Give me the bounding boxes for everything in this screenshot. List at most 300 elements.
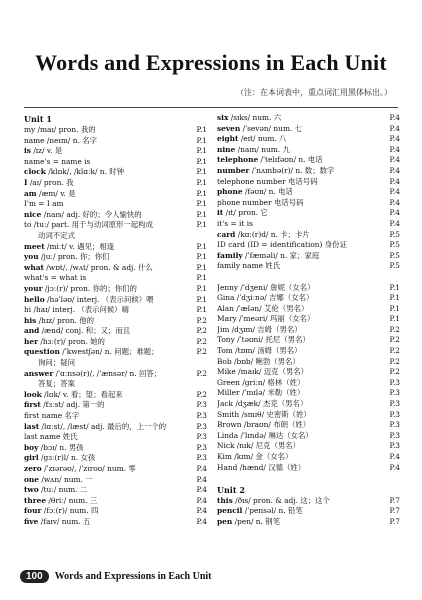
page-reference: P.4: [389, 452, 400, 461]
definition: /gɜː(r)l/ n. 女孩: [38, 453, 96, 463]
definition: /ɪt/ pron. 它: [223, 208, 268, 218]
page-reference: P.4: [389, 134, 400, 144]
headword: three: [24, 495, 47, 505]
entry-text: [24, 485, 185, 496]
page-reference: P.4: [389, 123, 400, 133]
note: （注：在本词表中，重点词汇用黑体标出。）: [236, 88, 392, 97]
page-reference: P.1: [196, 262, 207, 272]
entry-text: [217, 420, 378, 431]
definition: /hɜː(r)/ pron. 她的: [37, 336, 105, 346]
spacer: [217, 272, 400, 283]
vocab-entry: [24, 485, 207, 496]
vocab-entry: [217, 367, 400, 378]
page-reference: P.1: [196, 167, 207, 177]
definition: /neɪm/ n. 名字: [44, 135, 97, 145]
entry-text: [217, 357, 378, 368]
definition: /tuː/ part. 用于与动词原形一起构成: [31, 220, 153, 230]
page-reference: P.2: [389, 356, 400, 366]
definition: /hɪz/ pron. 他的: [36, 315, 94, 325]
entry-continuation: [24, 358, 207, 369]
definition: /kɑː(r)d/ n. 卡；卡片: [235, 229, 310, 239]
vocab-entry: [24, 178, 207, 189]
definition: /naɪn/ num. 九: [235, 144, 290, 154]
page-reference: P.3: [196, 421, 207, 431]
headword: pen: [217, 516, 233, 526]
page-title: Words and Expressions in Each Unit: [35, 50, 387, 75]
page-reference: P.7: [389, 516, 400, 526]
definition: /jɔː(r)/ pron. 你的；你们的: [42, 283, 137, 293]
definition: /faɪv/ num. 五: [38, 516, 91, 526]
vocab-entry: [217, 399, 400, 410]
page-reference: P.5: [389, 250, 400, 260]
vocab-entry: [24, 496, 207, 507]
entry-text: [217, 325, 378, 336]
page-reference: P.3: [196, 432, 207, 442]
left-column: [24, 113, 207, 528]
headword: one: [24, 474, 40, 484]
entry-text: [217, 166, 378, 177]
page-reference: P.4: [196, 464, 207, 473]
definition: Green /griːn/ 格林（姓）: [217, 377, 305, 387]
entry-text: [217, 399, 378, 410]
page-reference: P.3: [196, 400, 207, 410]
vocab-entry: [217, 251, 400, 262]
headword: number: [217, 165, 250, 175]
headword: last: [24, 421, 40, 431]
definition: /ænd/ conj. 和；又；而且: [39, 326, 131, 336]
vocab-entry: [24, 400, 207, 411]
page-reference: P.1: [196, 177, 207, 187]
entry-text: [24, 199, 185, 210]
page-reference: P.1: [196, 252, 207, 262]
entry-text: [24, 146, 185, 157]
definition: Smith /smɪθ/ 史密斯（姓）: [217, 409, 311, 419]
definition: Jenny /ˈdʒeni/ 詹妮（女名）: [217, 282, 315, 292]
vocab-entry: [217, 420, 400, 431]
page-reference: P.2: [389, 367, 400, 377]
page-reference: P.3: [389, 420, 400, 430]
vocab-entry: [24, 305, 207, 316]
entry-text: 答复；答案: [38, 379, 75, 389]
headword: you: [24, 252, 39, 262]
definition: /wʌn/ num. 一: [39, 474, 93, 484]
entry-text: [217, 367, 378, 378]
definition: /ðɪs/ pron. & adj. 这；这个: [232, 495, 330, 505]
entry-text: [217, 410, 378, 421]
vocab-entry: [24, 337, 207, 348]
entry-text: [24, 263, 185, 274]
definition: /lʊk/ v. 看；望；看起来: [41, 389, 123, 399]
page-reference: P.4: [389, 197, 400, 207]
definition: last name 姓氏: [24, 432, 78, 442]
vocab-entry: [24, 199, 207, 210]
entry-text: [217, 251, 378, 262]
entry-text: [24, 453, 185, 464]
page-reference: P.2: [196, 336, 207, 346]
vocab-entry: [217, 240, 400, 251]
definition: /eɪt/ num. 八: [238, 134, 287, 144]
headword: eight: [217, 134, 239, 144]
vocab-entry: [24, 125, 207, 136]
vocab-entry: [217, 314, 400, 325]
definition: Gina /ˈdʒiːnə/ 吉娜（女名）: [217, 293, 314, 303]
page-reference: P.1: [196, 241, 207, 251]
definition: /ˈnʌmbə(r)/ n. 数；数字: [249, 165, 335, 175]
entry-text: [24, 157, 185, 168]
headword: girl: [24, 453, 39, 463]
page-reference: P.4: [389, 176, 400, 186]
vocab-entry: [217, 134, 400, 145]
page-reference: P.7: [389, 506, 400, 516]
vocab-entry: [24, 284, 207, 295]
vocab-entry: [217, 219, 400, 230]
definition: phone number 电话号码: [217, 197, 304, 207]
definition: Mike /maɪk/ 迈克（男名）: [217, 367, 309, 377]
definition: /ɪz/ v. 是: [30, 146, 63, 156]
vocab-entry: [24, 136, 207, 147]
definition: Jack /dʒæk/ 杰克（男名）: [217, 399, 308, 409]
definition: Tony /ˈtəʊni/ 托尼（男名）: [217, 335, 310, 345]
vocab-entry: [24, 422, 207, 433]
page-reference: P.3: [389, 388, 400, 398]
entry-text: [24, 252, 185, 263]
vocab-entry: [217, 378, 400, 389]
definition: Kim /kɪm/ 金（女名）: [217, 452, 293, 461]
entry-text: [24, 475, 185, 486]
entry-text: [217, 198, 378, 209]
entry-text: [24, 295, 185, 306]
definition: I'm = I am: [24, 199, 64, 209]
page-reference: P.2: [389, 335, 400, 345]
vocab-entry: [217, 283, 400, 294]
vocab-entry: [24, 464, 207, 475]
definition: Nick /nɪk/ 尼克（男名）: [217, 441, 301, 451]
vocab-entry: [217, 177, 400, 188]
page-reference: P.1: [196, 294, 207, 304]
definition: /ˈzɪərəʊ/, /ˈzɪroʊ/ num. 零: [41, 464, 136, 473]
page-reference: P.5: [389, 240, 400, 250]
headword: seven: [217, 123, 241, 133]
vocab-entry: [24, 220, 207, 231]
headword: your: [24, 283, 43, 293]
vocab-entry: [24, 242, 207, 253]
headword: six: [217, 113, 229, 122]
definition: /ˈkwestʃən/ n. 问题；难题；: [59, 347, 159, 357]
page-reference: P.3: [196, 442, 207, 452]
definition: /maɪ/ pron. 我的: [35, 125, 96, 134]
entry-text: [217, 134, 378, 145]
headword: to: [24, 220, 32, 230]
vocab-entry: [24, 210, 207, 221]
unit-heading: Unit 2: [217, 484, 245, 495]
entry-text: [24, 167, 185, 178]
page-reference: P.4: [196, 516, 207, 526]
entry-text: [24, 432, 185, 443]
page-reference: P.1: [196, 146, 207, 156]
vocab-entry: [217, 357, 400, 368]
unit-heading: Unit 1: [24, 114, 52, 124]
vocab-entry: [24, 326, 207, 337]
definition: /klɒk/, /klɑːk/ n. 时钟: [45, 167, 125, 177]
entry-text: [217, 208, 378, 219]
headword: nine: [217, 144, 236, 154]
headword: my: [24, 125, 36, 134]
entry-text: [24, 443, 185, 454]
entry-text: [217, 219, 378, 230]
headword: hi: [24, 305, 32, 315]
page-reference: P.4: [389, 155, 400, 165]
vocab-entry: [217, 506, 400, 517]
vocab-entry: [217, 496, 400, 507]
definition: Mary /ˈmeəri/ 玛丽（女名）: [217, 314, 315, 324]
definition: Alan /ˈælən/ 艾伦（男名）: [217, 303, 309, 313]
entry-text: [217, 314, 378, 325]
entry-text: [217, 145, 378, 156]
vocab-entry: [24, 316, 207, 327]
page-reference: P.1: [196, 220, 207, 230]
definition: /naɪs/ adj. 好的；令人愉快的: [41, 209, 142, 219]
page-reference: P.1: [196, 125, 207, 134]
entry-text: [217, 230, 378, 241]
definition: first name 名字: [24, 411, 80, 421]
page-reference: P.1: [389, 293, 400, 303]
vocab-entry: [24, 273, 207, 284]
vocab-entry: [217, 346, 400, 357]
headword: two: [24, 485, 39, 495]
divider: [24, 107, 398, 108]
entry-text: [217, 283, 378, 294]
page-reference: P.2: [389, 346, 400, 356]
entry-text: [24, 369, 185, 380]
definition: /pen/ n. 钢笔: [232, 516, 281, 526]
right-column: [217, 113, 400, 528]
entry-text: [24, 305, 185, 316]
entry-text: [217, 177, 378, 188]
page-reference: P.4: [389, 462, 400, 472]
entry-text: [217, 517, 378, 528]
page-reference: P.2: [389, 324, 400, 334]
headword: pencil: [217, 506, 243, 516]
vocab-entry: [24, 167, 207, 178]
page-reference: P.5: [389, 229, 400, 239]
vocab-entry: [217, 304, 400, 315]
page-reference: P.5: [389, 261, 400, 271]
page-reference: P.2: [196, 315, 207, 325]
headword: family: [217, 250, 243, 260]
headword: four: [24, 506, 42, 516]
vocab-entry: [24, 252, 207, 263]
headword: telephone: [217, 155, 259, 165]
entry-text: [217, 187, 378, 198]
page-reference: P.1: [196, 188, 207, 198]
entry-text: [24, 496, 185, 507]
definition: /ˈɑːnsə(r)/, /ˈænsər/ n. 回答；: [53, 368, 162, 378]
definition: /aɪ/ pron. 我: [27, 177, 74, 187]
headword: hello: [24, 294, 45, 304]
vocab-entry: [217, 166, 400, 177]
page-reference: P.3: [196, 411, 207, 421]
definition: /wɒt/, /wʌt/ pron. & adj. 什么: [43, 262, 153, 272]
page-reference: P.3: [389, 409, 400, 419]
entry-text: [24, 400, 185, 411]
definition: what's = what is: [24, 273, 87, 283]
headword: this: [217, 495, 233, 505]
page-reference: P.3: [389, 377, 400, 387]
definition: Brown /braʊn/ 布朗（姓）: [217, 420, 311, 430]
vocab-entry: [24, 517, 207, 528]
vocab-entry: [217, 410, 400, 421]
vocab-entry: [217, 230, 400, 241]
vocab-entry: [24, 263, 207, 274]
vocab-entry: [217, 335, 400, 346]
page-reference: P.2: [196, 347, 207, 357]
entry-text: [24, 220, 185, 231]
page-reference: P.1: [389, 314, 400, 324]
entry-text: [24, 337, 185, 348]
definition: /fɜːst/ adj. 第一的: [40, 400, 105, 410]
definition: /miːt/ v. 遇见；相逢: [44, 241, 115, 251]
headword: meet: [24, 241, 45, 251]
entry-text: [24, 390, 185, 401]
vocab-entry: [217, 517, 400, 528]
headword: first: [24, 400, 41, 410]
vocab-entry: [217, 261, 400, 272]
page-reference: P.4: [389, 165, 400, 175]
page-reference: P.4: [389, 218, 400, 228]
entry-text: [217, 261, 378, 272]
page-reference: P.4: [389, 113, 400, 122]
definition: /ˈfæməli/ n. 家；家庭: [242, 250, 320, 260]
entry-text: [24, 242, 185, 253]
page-reference: P.4: [196, 474, 207, 484]
definition: family name 姓氏: [217, 261, 281, 271]
page-reference: P.1: [196, 209, 207, 219]
vocab-entry: [217, 208, 400, 219]
entry-text: [24, 506, 185, 517]
entry-text: [24, 347, 185, 358]
definition: /haɪ/ interj. （表示问候）嗨: [31, 305, 130, 315]
definition: Miller /ˈmɪlə/ 米勒（姓）: [217, 388, 305, 398]
vocab-entry: [24, 157, 207, 168]
entry-text: [217, 452, 378, 463]
entry-text: [217, 431, 378, 442]
vocab-entry: [24, 411, 207, 422]
headword: his: [24, 315, 37, 325]
definition: Linda /ˈlɪndə/ 琳达（女名）: [217, 430, 313, 440]
vocab-entry: [217, 198, 400, 209]
page-reference: P.4: [389, 208, 400, 218]
definition: /tuː/ num. 二: [38, 485, 88, 495]
entry-text: [217, 155, 378, 166]
page-reference: P.3: [389, 430, 400, 440]
headword: phone: [217, 187, 243, 197]
entry-text: [24, 284, 185, 295]
vocab-entry: [217, 155, 400, 166]
vocab-entry: [217, 441, 400, 452]
entry-text: [217, 496, 378, 507]
vocab-entry: [24, 369, 207, 380]
entry-text: [217, 506, 378, 517]
entry-text: [217, 388, 378, 399]
page-reference: P.3: [389, 399, 400, 409]
entry-text: [24, 210, 185, 221]
entry-text: [24, 273, 185, 284]
definition: Hand /hænd/ 汉德（姓）: [217, 462, 306, 472]
page-footer: [20, 570, 212, 583]
vocab-entry: [217, 124, 400, 135]
vocab-entry: [217, 145, 400, 156]
vocab-entry: [217, 452, 400, 463]
vocab-entry: [217, 187, 400, 198]
entry-continuation: [24, 379, 207, 390]
headword: zero: [24, 464, 42, 473]
definition: Bob /bɒb/ 鲍勃（男名）: [217, 356, 300, 366]
page-reference: P.1: [196, 273, 207, 283]
headword: name: [24, 135, 45, 145]
entry-text: [24, 189, 185, 200]
headword: clock: [24, 167, 46, 177]
page-reference: P.3: [196, 453, 207, 463]
entry-text: [24, 136, 185, 147]
entry-text: [217, 378, 378, 389]
entry-text: [217, 346, 378, 357]
vocab-entry: [217, 325, 400, 336]
headword: answer: [24, 368, 54, 378]
entry-text: [217, 304, 378, 315]
definition: /æm/ v. 是: [36, 188, 76, 198]
headword: card: [217, 229, 236, 239]
vocab-entry: [24, 390, 207, 401]
headword: and: [24, 326, 40, 336]
entry-text: [24, 178, 185, 189]
page-reference: P.2: [196, 326, 207, 336]
vocab-entry: [24, 146, 207, 157]
page-reference: P.7: [389, 495, 400, 505]
definition: /θriː/ num. 三: [46, 495, 98, 505]
vocab-entry: [24, 347, 207, 358]
page-reference: P.1: [389, 282, 400, 292]
entry-text: [24, 464, 185, 475]
entry-text: [217, 335, 378, 346]
page-reference: P.1: [196, 199, 207, 209]
entry-text: 动词不定式: [38, 230, 75, 240]
vocab-entry: [24, 475, 207, 486]
entry-text: [217, 441, 378, 452]
definition: Jim /dʒɪm/ 吉姆（男名）: [217, 324, 302, 334]
vocab-entry: [24, 295, 207, 306]
page-reference: P.4: [196, 506, 207, 516]
vocab-entry: [217, 293, 400, 304]
page-reference: P.3: [389, 441, 400, 451]
page-reference: P.1: [196, 135, 207, 145]
entry-text: [24, 422, 185, 433]
definition: /həˈləʊ/ interj. （表示问候）喂: [44, 294, 154, 304]
headword: is: [24, 146, 31, 156]
vocab-entry: [217, 388, 400, 399]
page-reference: P.2: [196, 368, 207, 378]
headword: nice: [24, 209, 42, 219]
vocab-entry: [24, 189, 207, 200]
vocab-entry: [24, 432, 207, 443]
definition: /ˈpensəl/ n. 铅笔: [242, 506, 303, 516]
page-reference: P.1: [389, 303, 400, 313]
definition: telephone number 电话号码: [217, 176, 318, 186]
vocab-entry: [217, 431, 400, 442]
entry-text: [217, 463, 378, 474]
headword: boy: [24, 442, 39, 452]
page-reference: P.1: [196, 156, 207, 166]
page-reference: P.1: [196, 283, 207, 293]
